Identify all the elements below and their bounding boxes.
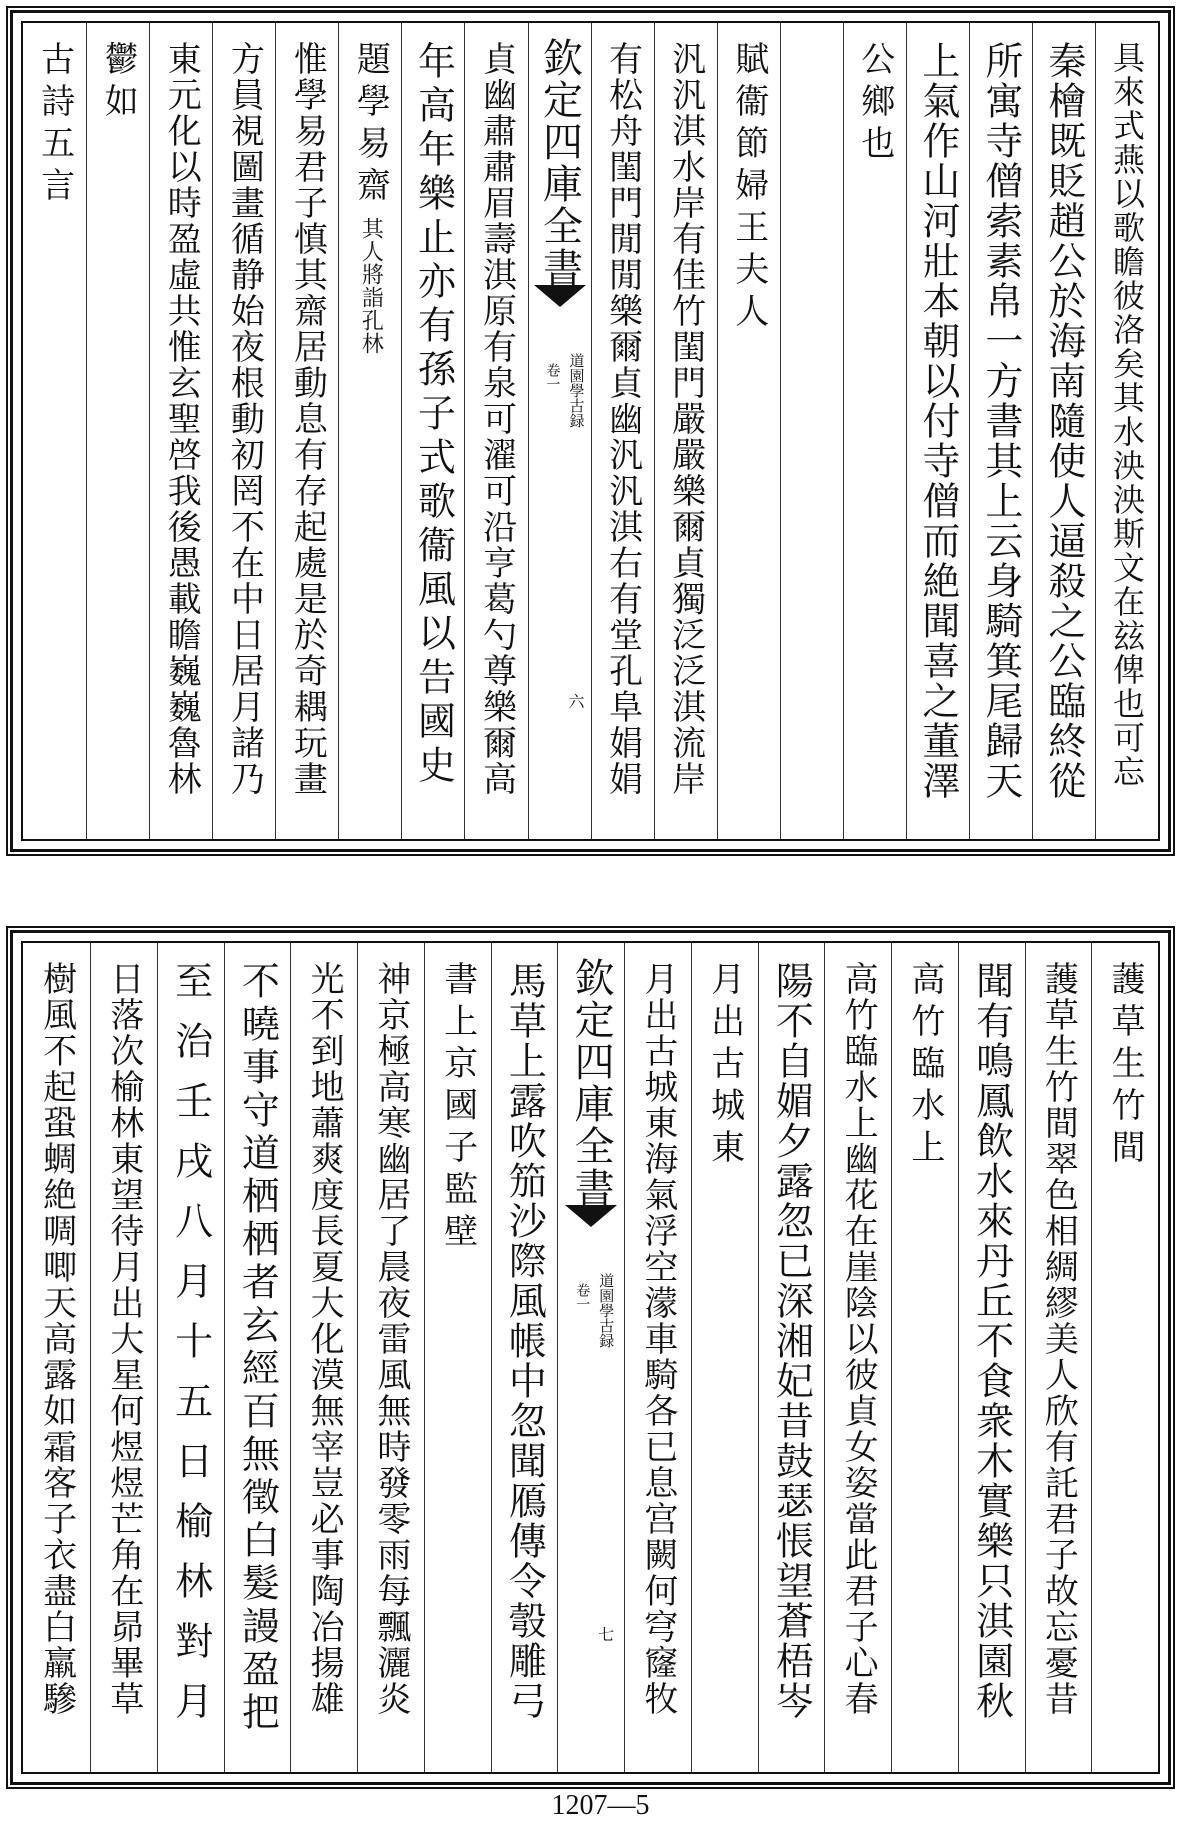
center-column [528, 23, 591, 839]
column-text: 鬱如 [98, 41, 139, 125]
text-column [717, 23, 780, 839]
text-column [357, 943, 424, 1772]
text-column [86, 23, 149, 839]
book-page-bottom [10, 930, 1171, 1785]
center-column [557, 943, 624, 1772]
volume-label: 卷一 [574, 1283, 591, 1311]
fishtail-mark [565, 1205, 617, 1227]
column-text: 䕶草生竹間翠色相綢繆美人欣有託君子故忘憂昔 [1038, 961, 1079, 1717]
text-column [224, 943, 291, 1772]
column-text: 方員視圖畫循静始夜根動初罔不在中日居月諸乃 [224, 41, 265, 797]
column-text: 書上京國子監壁 [437, 961, 478, 1255]
text-column [654, 23, 717, 839]
column-text: 聞有鳴鳳飲水來丹丘不食衆木實樂只淇園秋 [969, 961, 1014, 1721]
column-text: 年高年樂止亦有孫子式歌衞風以告國史 [411, 41, 456, 789]
column-text: 日落次榆林東望待月出大星何煜煜芒角在昴畢草 [103, 961, 144, 1717]
text-column [1091, 943, 1158, 1772]
page-frame [21, 21, 1160, 841]
column-text: 光不到地蕭爽度長夏大化漠無宰豈必事陶冶揚雄 [304, 961, 345, 1717]
fishtail-mark [534, 285, 586, 307]
book-page-top [10, 10, 1171, 852]
column-text: 貞幽肅肅眉壽淇原有泉可濯可沿亨葛勺尊樂爾高 [476, 41, 517, 797]
text-column [212, 23, 275, 839]
text-column [275, 23, 338, 839]
leaf-number: 六 [568, 692, 585, 711]
text-column [401, 23, 464, 839]
interlinear-note: 其人將詣孔林 [358, 217, 384, 355]
text-column [824, 943, 891, 1772]
column-text: 秦檜既貶趙公於海南隨使人逼殺之公臨終從 [1041, 41, 1086, 801]
text-column [1095, 23, 1158, 839]
text-column [23, 943, 90, 1772]
column-text: 古詩五言 [34, 41, 75, 209]
collection-title: 欽定四庫全書 [536, 37, 583, 289]
volume-label: 卷一 [544, 363, 561, 391]
text-column [90, 943, 157, 1772]
column-text: 陽不自媚夕露忽已深湘妃昔鼓瑟悵望蒼梧岑 [769, 961, 814, 1721]
text-column [491, 943, 558, 1772]
column-text: 不曉事守道栖栖者玄經百無徵白髮謾盈把 [235, 961, 280, 1735]
book-name: 道園學古録 [597, 1273, 616, 1348]
text-column [591, 23, 654, 839]
text-column [157, 943, 224, 1772]
text-column [958, 943, 1025, 1772]
column-text: 高竹臨水上 [904, 961, 945, 1171]
leaf-number: 七 [598, 1625, 615, 1644]
column-text: 神京極高寒幽居了晨夜雷風無時發零雨每飄灑炎 [370, 961, 411, 1717]
column-text: 上氣作山河壯本朝以付寺僧而絶聞喜之董澤 [915, 41, 960, 801]
text-column [149, 23, 212, 839]
collection-title: 欽定四庫全書 [568, 957, 615, 1209]
column-text: 公鄉也 [854, 41, 895, 167]
text-column [780, 23, 843, 839]
text-column [843, 23, 906, 839]
text-column [424, 943, 491, 1772]
text-column [891, 943, 958, 1772]
page-footer-number: 1207—5 [551, 1790, 650, 1821]
text-columns [23, 943, 1158, 1772]
text-column [1025, 943, 1092, 1772]
column-text: 具來式燕以歌瞻彼洛矣其水泱泱斯文在玆俾也可忘 [1107, 41, 1146, 789]
text-column [464, 23, 527, 839]
text-column [758, 943, 825, 1772]
column-text: 月出古城東海氣浮空濛車騎各已息宫闕何穹窿牧 [637, 961, 678, 1717]
column-text: 高竹臨水上幽花在崖陰以彼貞女姿當此君子心春 [838, 961, 879, 1717]
text-column [338, 23, 401, 839]
book-name: 道園學古録 [567, 353, 586, 428]
text-column [290, 943, 357, 1772]
column-text: 所寓寺僧索素帛一方書其上云身騎箕尾歸天 [978, 41, 1023, 801]
text-column [1032, 23, 1095, 839]
text-column [691, 943, 758, 1772]
column-text: 東元化以時盈虛共惟玄聖啓我後愚載瞻巍巍魯林 [161, 41, 202, 797]
column-text: 樹風不起蛩蜩絶啁唧天高露如霜客子衣盡白羸驂 [36, 961, 77, 1717]
text-column [624, 943, 691, 1772]
page-frame [21, 941, 1160, 1774]
text-columns [23, 23, 1158, 839]
column-text: 賦衞節婦王夫人 [728, 41, 769, 335]
text-column [969, 23, 1032, 839]
column-text: 有松舟閨門閒閒樂爾貞幽汎汎淇右有堂孔阜娟娟 [602, 41, 643, 797]
column-text: 䕶草生竹間 [1105, 961, 1146, 1171]
column-text: 汎汎淇水岸有佳竹閨門嚴嚴樂爾貞獨泛泛淇流岸 [665, 41, 706, 797]
column-text: 惟學易君子慎其齋居動息有存起處是於奇耦玩畫 [287, 41, 328, 797]
column-text: 題學易齋 [350, 41, 391, 209]
column-text: 馬草上露吹笳沙際風帳中忽聞鴈傳令彀雕弓 [502, 961, 547, 1721]
column-text: 月出古城東 [704, 961, 745, 1171]
text-column [906, 23, 969, 839]
text-column [23, 23, 86, 839]
column-text: 至治壬戌八月十五日榆林對月 [168, 961, 213, 1741]
